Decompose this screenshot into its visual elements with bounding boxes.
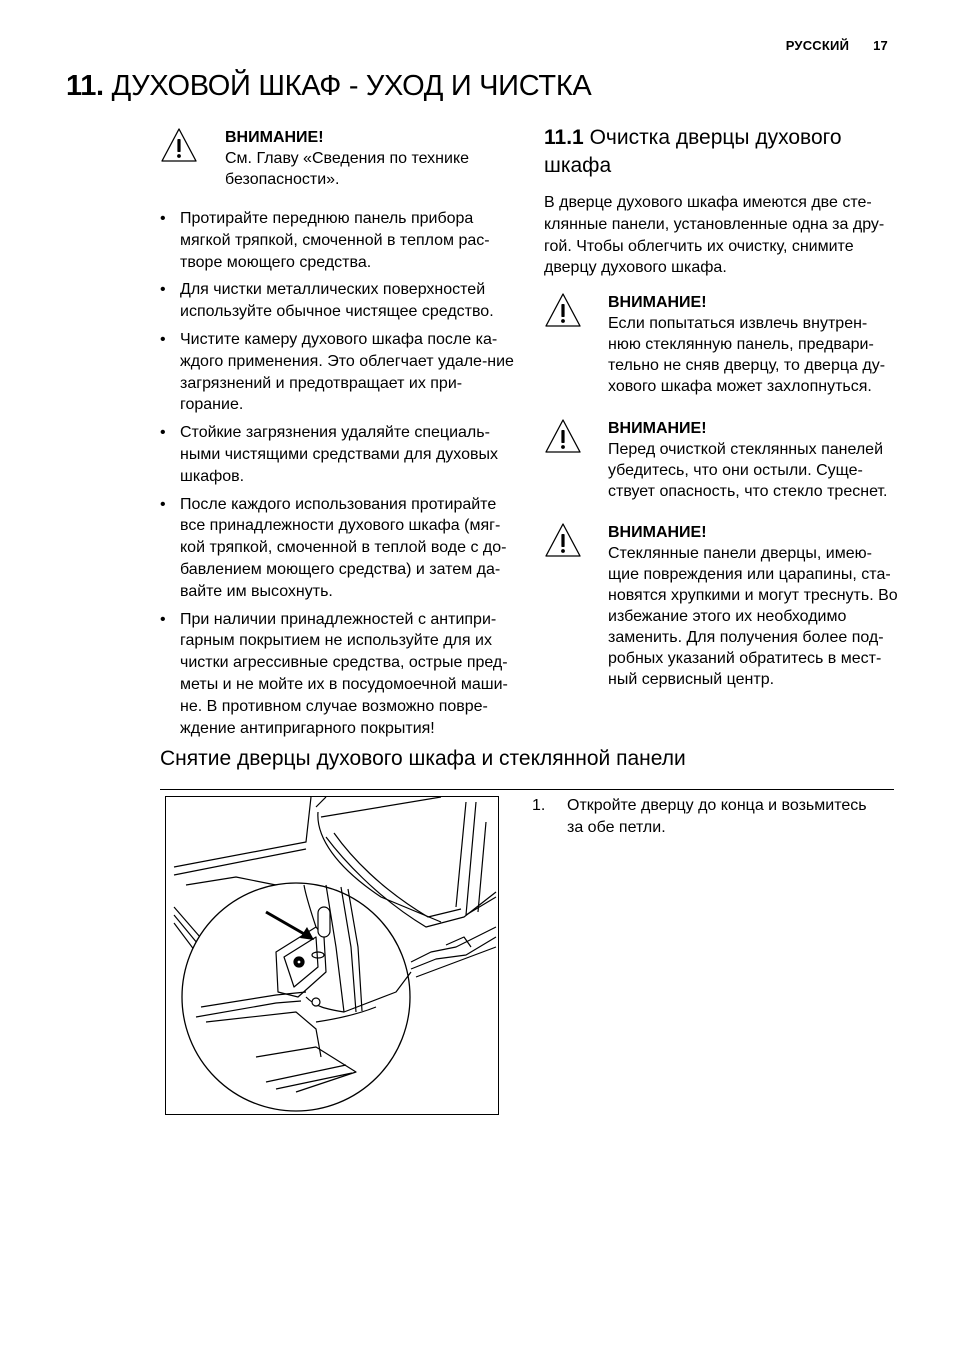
warning-triangle-icon [544, 522, 582, 558]
section-title: Снятие дверцы духового шкафа и стеклянной панели [160, 747, 686, 770]
page-number: 17 [873, 38, 888, 53]
language-label: РУССКИЙ [785, 38, 850, 53]
warning-heading: ВНИМАНИЕ! [608, 524, 707, 541]
warning-heading: ВНИМАНИЕ! [608, 294, 707, 311]
subsection-number: 11.1 [544, 126, 584, 149]
chapter-number: 11. [66, 70, 104, 102]
list-item: • При наличии принадлежностей с антипри-гарным покрытием не используйте для их чистки агрессивные средства, острые пред-меты и не мойте их в посудомоечной маши-не. В противном случае возможно повре-ждение антипригарного покрытия! [160, 609, 515, 740]
page-header [786, 38, 888, 53]
warning-body: Стеклянные панели дверцы, имею-щие повреждения или царапины, ста-новятся хрупкими и могут треснуть. Во избежание этого их необходимо заменить. Для получения более под-робных указаний обратитесь в мест-ный сервисный центр. [608, 545, 898, 688]
cleaning-tips-list [160, 208, 515, 745]
step-number: 1. [532, 797, 546, 814]
hinge-drawing [166, 797, 498, 1114]
intro-paragraph: В дверце духового шкафа имеются две сте-клянные панели, установленные одна за дру-гой. Чтобы облегчить их очистку, снимите дверцу духового шкафа. [544, 194, 885, 277]
warning-body: Если попытаться извлечь внутрен-нюю стеклянную панель, предвари-тельно не сняв дверцу, то дверца ду-хового шкафа может захлопнуться. [608, 315, 886, 395]
chapter-title [66, 70, 591, 103]
warning-body: Перед очисткой стеклянных панелей убедитесь, что они остыли. Суще-ствует опасность, что стекло треснет. [608, 441, 888, 500]
door-hinge-illustration [165, 796, 499, 1115]
subsection-title-text: Очистка дверцы духового шкафа [544, 126, 842, 177]
warning-body: См. Главу «Сведения по технике безопасности». [225, 150, 470, 188]
warning-triangle-icon [160, 127, 198, 163]
warning-triangle-icon [544, 418, 582, 454]
list-item: • Для чистки металлических поверхностей используйте обычное чистящее средство. [160, 279, 515, 323]
subsection-title [544, 124, 884, 180]
list-item: • Протирайте переднюю панель прибора мягкой тряпкой, смоченной в теплом рас-творе моющего средства. [160, 208, 515, 273]
section-divider [160, 789, 894, 790]
list-item: • Чистите камеру духового шкафа после ка-ждого применения. Это облегчает удале-ние загрязнений и предотвращает их при-горание. [160, 329, 515, 416]
list-item: • Стойкие загрязнения удаляйте специаль-ными чистящими средствами для духовых шкафов. [160, 422, 515, 487]
warning-triangle-icon [544, 292, 582, 328]
list-item: • После каждого использования протирайте все принадлежности духового шкафа (мяг-кой тряпкой, смоченной в теплой воде с до-бавлением моющего средства) и затем да-вайте им высохнуть. [160, 494, 515, 603]
step-text: Откройте дверцу до конца и возьмитесь за обе петли. [567, 797, 867, 836]
chapter-title-text: ДУХОВОЙ ШКАФ - УХОД И ЧИСТКА [111, 70, 592, 102]
warning-heading: ВНИМАНИЕ! [225, 129, 324, 146]
warning-heading: ВНИМАНИЕ! [608, 420, 707, 437]
